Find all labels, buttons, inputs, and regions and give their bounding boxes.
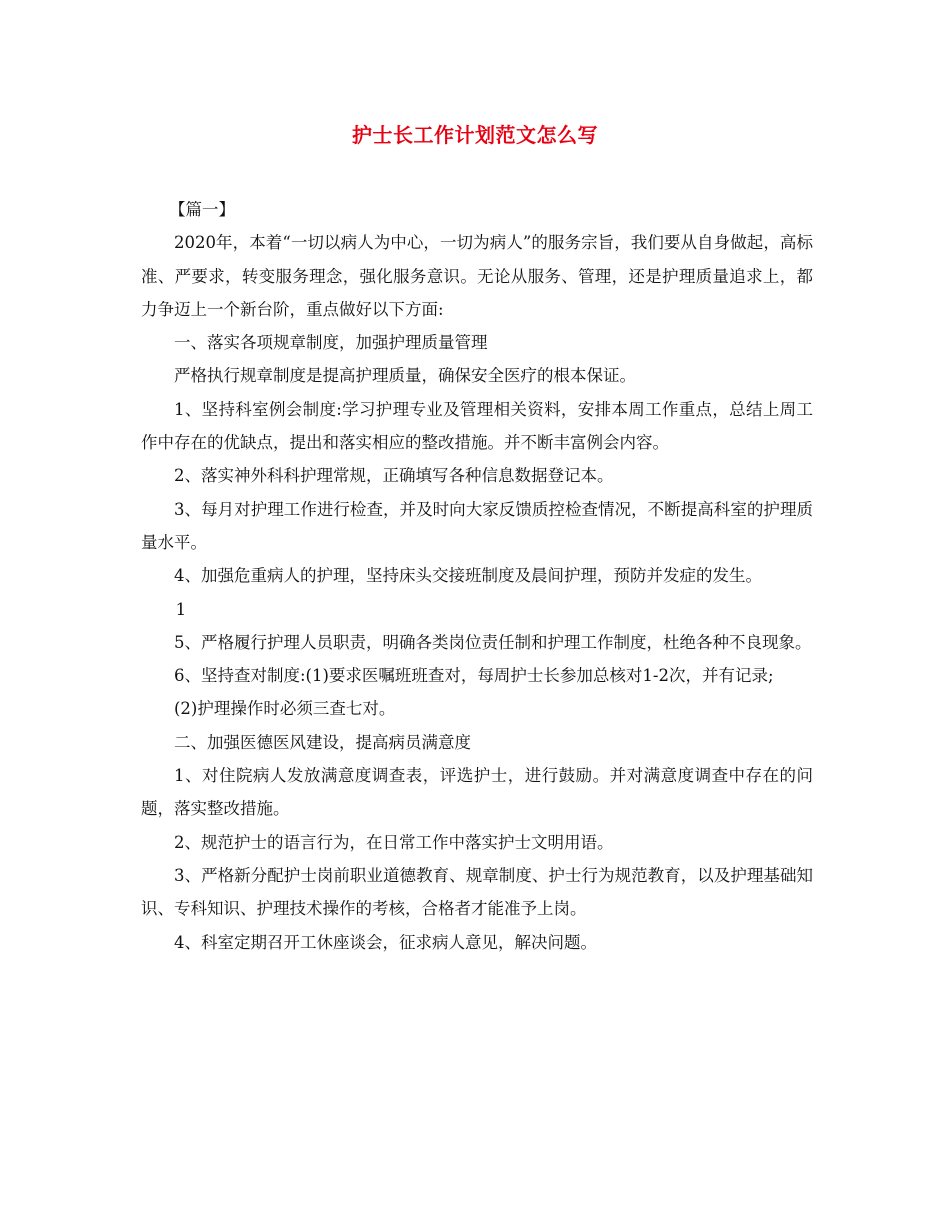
- list-item: 4、科室定期召开工休座谈会，征求病人意见，解决问题。: [174, 932, 597, 952]
- section-heading: 一、落实各项规章制度，加强护理质量管理: [174, 333, 488, 353]
- list-item: (2)护理操作时必须三查七对。: [174, 699, 396, 719]
- paragraph: 2020年，本着“一切以病人为中心，一切为病人”的服务宗旨，我们要从自身做起，高标准、严要求，转变服务理念，强化服务意识。无论从服务、管理，还是护理质量追求上，都力争迈上一个新台阶，重点做好以下方面:: [141, 233, 813, 319]
- list-item: 1、对住院病人发放满意度调查表，评选护士，进行鼓励。并对满意度调查中存在的问题，落实整改措施。: [141, 766, 813, 819]
- list-item: 1、坚持科室例会制度:学习护理专业及管理相关资料，安排本周工作重点，总结上周工作中存在的优缺点，提出和落实相应的整改措施。并不断丰富例会内容。: [141, 399, 813, 453]
- list-item: 4、加强危重病人的护理，坚持床头交接班制度及晨间护理，预防并发症的发生。: [174, 566, 762, 586]
- list-item: 3、严格新分配护士岗前职业道德教育、规章制度、护士行为规范教育，以及护理基础知识、专科知识、护理技术操作的考核，合格者才能准予上岗。: [141, 865, 813, 919]
- list-item: 5、严格履行护理人员职责，明确各类岗位责任制和护理工作制度，杜绝各种不良现象。: [174, 632, 812, 652]
- page-number: 1: [175, 599, 187, 619]
- document-body: [141, 193, 813, 959]
- paragraph: 严格执行规章制度是提高护理质量，确保安全医疗的根本保证。: [174, 366, 636, 386]
- section-heading: 二、加强医德医风建设，提高病员满意度: [174, 732, 471, 752]
- document-title: 护士长工作计划范文怎么写: [352, 123, 598, 147]
- list-item: 6、坚持查对制度:(1)要求医嘱班班查对，每周护士长参加总核对1-2次，并有记录;: [174, 666, 774, 686]
- section-label: 【篇一】: [169, 200, 236, 219]
- list-item: 3、每月对护理工作进行检查，并及时向大家反馈质控检查情况，不断提高科室的护理质量水平。: [141, 499, 813, 552]
- list-item: 2、规范护士的语言行为，在日常工作中落实护士文明用语。: [174, 832, 614, 852]
- list-item: 2、落实神外科科护理常规，正确填写各种信息数据登记本。: [174, 466, 614, 486]
